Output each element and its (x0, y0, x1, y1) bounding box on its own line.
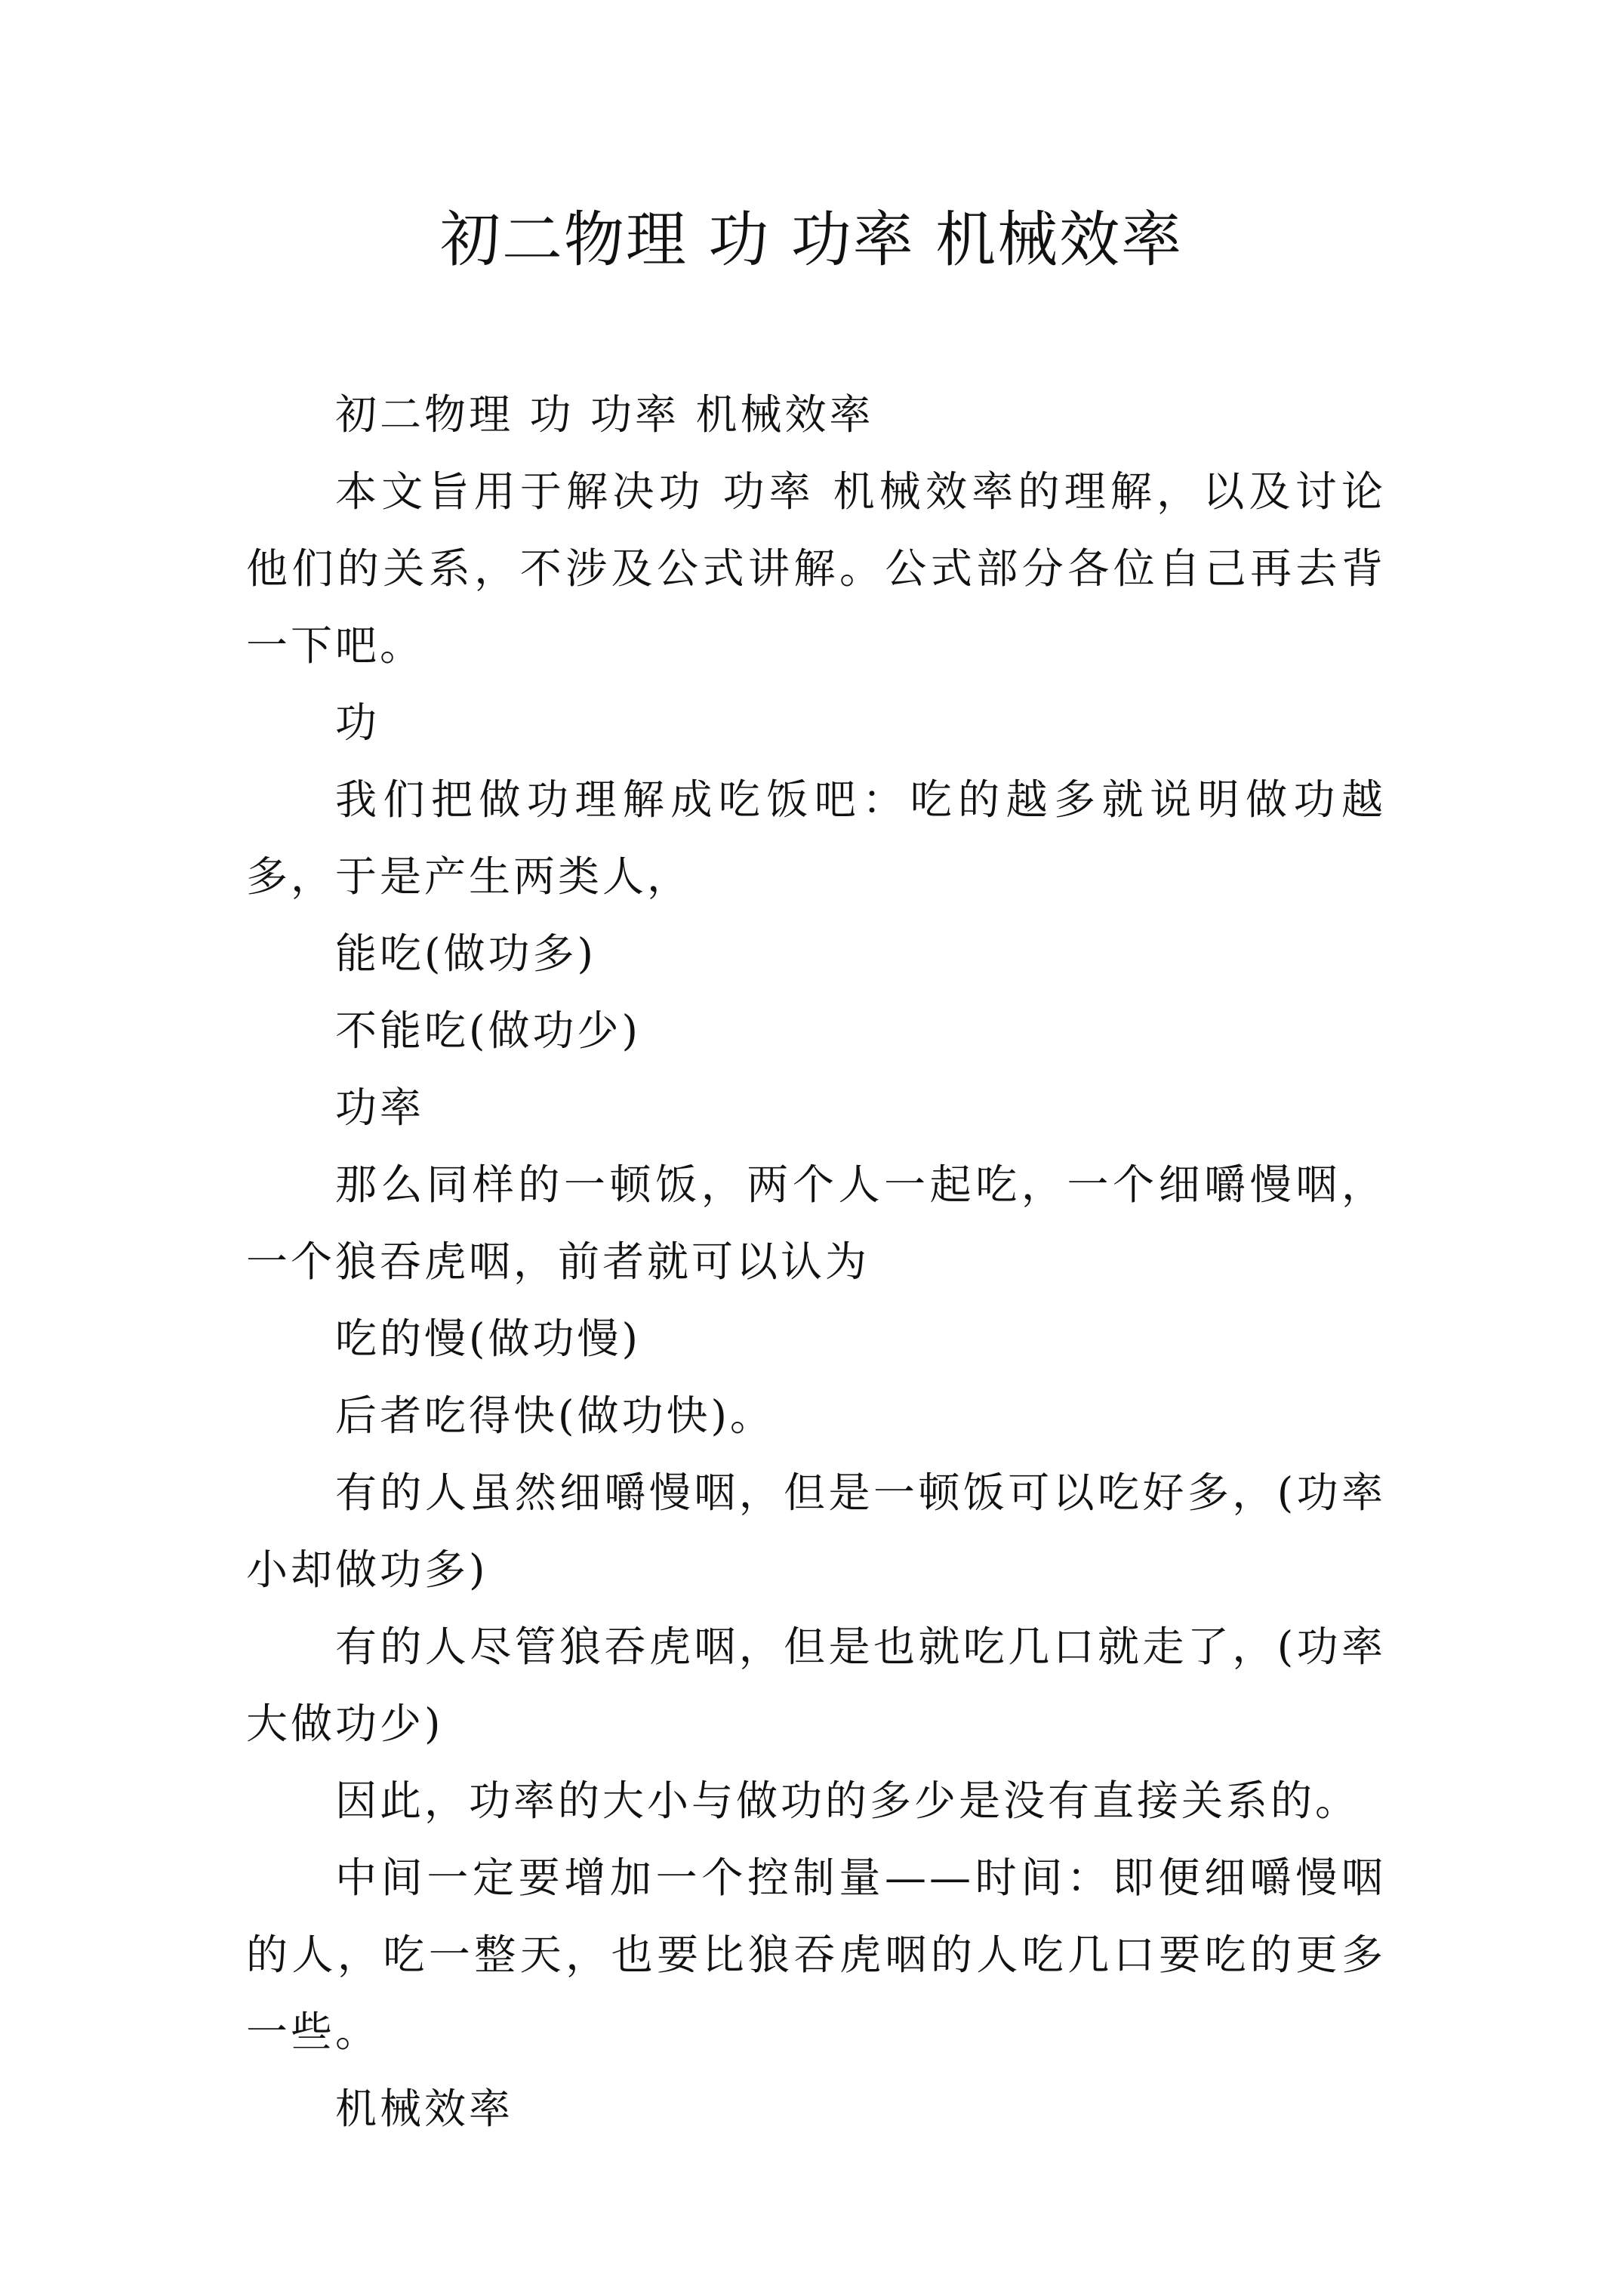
document-title: 初二物理 功 功率 机械效率 (439, 205, 1184, 275)
list-item-cannot-eat: 不能吃(做功少) (335, 1006, 641, 1055)
list-item-eat-fast: 后者吃得快(做功快)。 (335, 1391, 775, 1440)
heading-power: 功率 (335, 1083, 425, 1132)
heading-work: 功 (335, 698, 380, 747)
paragraph-conclusion: 因此，功率的大小与做功的多少是没有直接关系的。 (335, 1777, 1360, 1825)
paragraph-low-power-more-work: 有的人虽然细嚼慢咽，但是一顿饭可以吃好多，(功率小却做功多) (246, 1469, 1386, 1594)
paragraph-time-control: 中间一定要增加一个控制量——时间：即便细嚼慢咽的人，吃一整天，也要比狼吞虎咽的人吃几口要吃的更多一些。 (246, 1854, 1386, 2056)
paragraph-subtitle: 初二物理 功 功率 机械效率 (335, 390, 874, 439)
document-body (246, 376, 1386, 2147)
paragraph-intro: 本文旨用于解决功 功率 机械效率的理解，以及讨论他们的关系，不涉及公式讲解。公式部分各位自己再去背一下吧。 (246, 467, 1386, 670)
paragraph-work-analogy: 我们把做功理解成吃饭吧：吃的越多就说明做功越多，于是产生两类人， (246, 775, 1386, 901)
list-item-eat-slow: 吃的慢(做功慢) (335, 1314, 641, 1363)
paragraph-high-power-less-work: 有的人尽管狼吞虎咽，但是也就吃几口就走了，(功率大做功少) (246, 1623, 1386, 1748)
list-item-can-eat: 能吃(做功多) (335, 929, 596, 978)
heading-mechanical-efficiency: 机械效率 (335, 2085, 514, 2133)
paragraph-power-analogy: 那么同样的一顿饭，两个人一起吃，一个细嚼慢咽，一个狼吞虎咽，前者就可以认为 (246, 1160, 1386, 1286)
